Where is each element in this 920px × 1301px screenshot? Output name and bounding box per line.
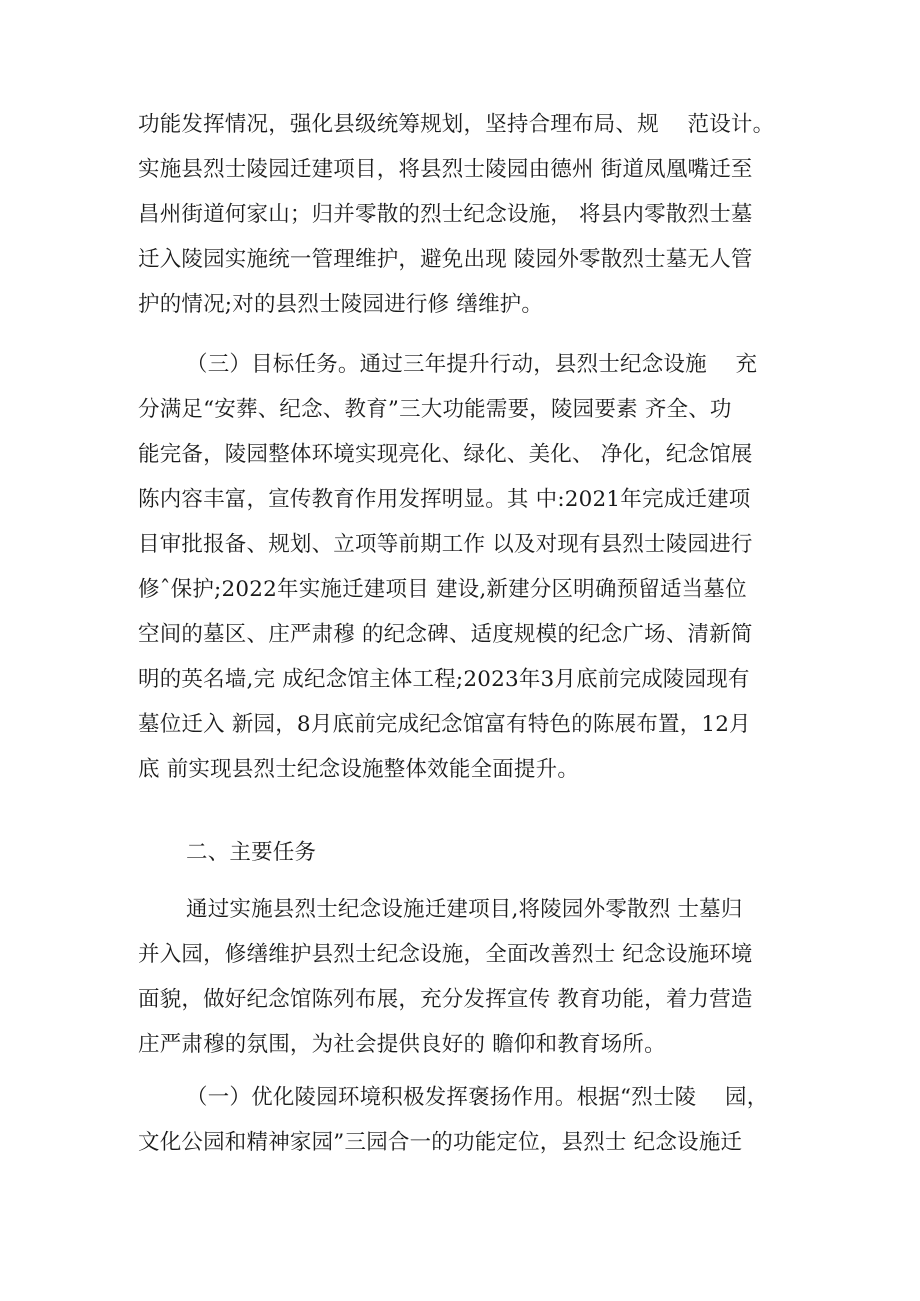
text-line: 昌州街道何家山；归并零散的烈士纪念设施， 将县内零散烈士墓 — [138, 202, 753, 227]
text-line: 能完备，陵园整体环境实现亮化、绿化、美化、 净化，纪念馆展 — [138, 442, 753, 467]
text-line: 陈内容丰富，宣传教育作用发挥明显。其 中:2021年完成迁建项 — [138, 487, 751, 512]
text-line: 实施县烈士陵园迁建项目，将县烈士陵园由德州 街道凤凰嘴迁至 — [138, 157, 753, 182]
text-line: 护的情况;对的县烈士陵园进行修 缮维护。 — [138, 292, 544, 317]
text-line: 目审批报备、规划、立项等前期工作 以及对现有县烈士陵园进行 — [138, 532, 753, 557]
text-line: （三）目标任务。通过三年提升行动，县烈士纪念设施 充 — [186, 352, 758, 377]
text-line: 迁入陵园实施统一管理维护，避免出现 陵园外零散烈士墓无人管 — [138, 247, 753, 272]
text-line: 墓位迁入 新园，8月底前完成纪念馆富有特色的陈展布置，12月 — [138, 712, 751, 737]
text-line: 通过实施县烈士纪念设施迁建项目,将陵园外零散烈 士墓归 — [186, 897, 743, 922]
text-line: 修ˆ保护;2022年实施迁建项目 建设,新建分区明确预留适当墓位 — [138, 577, 747, 602]
text-line: 功能发挥情况，强化县级统筹规划，坚持合理布局、规 范设计。 — [138, 112, 775, 137]
text-line: 底 前实现县烈士纪念设施整体效能全面提升。 — [138, 757, 580, 782]
text-line: 明的英名墙,完 成纪念馆主体工程;2023年3月底前完成陵园现有 — [138, 667, 750, 692]
text-line: 并入园，修缮维护县烈士纪念设施，全面改善烈士 纪念设施环境 — [138, 942, 753, 967]
section-heading: 二、主要任务 — [186, 840, 317, 865]
text-line: 分满足“安葬、纪念、教育”三大功能需要，陵园要素 齐全、功 — [138, 397, 732, 422]
text-line: 庄严肃穆的氛围，为社会提供良好的 瞻仰和教育场所。 — [138, 1032, 666, 1057]
text-line: 空间的墓区、庄严肃穆 的纪念碑、适度规模的纪念广场、清新简 — [138, 622, 753, 647]
text-line: 文化公园和精神家园”三园合一的功能定位，县烈士 纪念设施迁 — [138, 1130, 743, 1155]
text-line: （一）优化陵园环境积极发挥褒扬作用。根据“烈士陵 园， — [186, 1085, 769, 1110]
text-line: 面貌，做好纪念馆陈列布展，充分发挥宣传 教育功能，着力营造 — [138, 987, 753, 1012]
